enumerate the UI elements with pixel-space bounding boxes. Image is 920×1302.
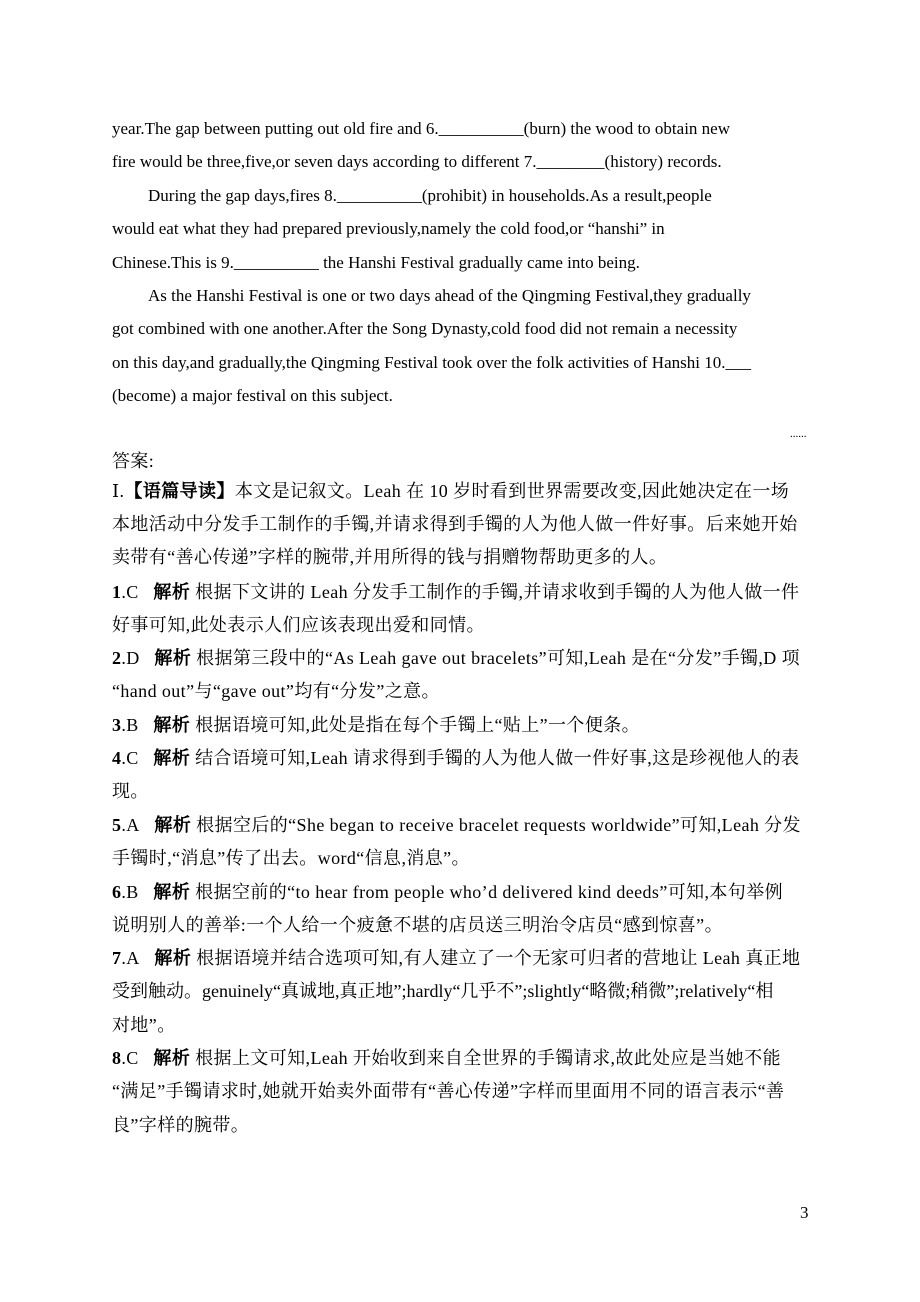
answer-line: 良”字样的腕带。 — [112, 1115, 250, 1135]
item-tag: 解析 — [153, 715, 191, 735]
answer-item-6 — [112, 880, 783, 904]
item-answer: .A — [121, 815, 140, 835]
item-answer: .B — [121, 882, 139, 902]
answer-line: “hand out”与“gave out”均有“分发”之意。 — [112, 681, 440, 701]
answers-label: 答案: — [112, 451, 155, 471]
passage-line: year.The gap between putting out old fire and 6.__________(burn) the wood to obtain new — [112, 119, 730, 138]
item-tag: 解析 — [154, 948, 192, 968]
answer-line: 现。 — [112, 781, 149, 801]
item-text: 根据语境可知,此处是指在每个手镯上“贴上”一个便条。 — [195, 715, 641, 735]
item-text: 根据下文讲的 Leah 分发手工制作的手镯,并请求收到手镯的人为他人做一件 — [195, 582, 800, 602]
item-text: 根据上文可知,Leah 开始收到来自全世界的手镯请求,故此处应是当她不能 — [195, 1048, 782, 1068]
item-number: 4 — [112, 748, 122, 768]
passage-line: got combined with one another.After the Song Dynasty,cold food did not remain a necessity — [112, 319, 738, 338]
passage-line: (become) a major festival on this subject. — [112, 386, 393, 405]
answer-line: 手镯时,“消息”传了出去。word“信息,消息”。 — [112, 848, 470, 868]
answer-item-2 — [112, 646, 800, 670]
item-tag: 解析 — [154, 648, 192, 668]
item-tag: 解析 — [153, 1048, 191, 1068]
item-number: 7 — [112, 948, 122, 968]
answer-item-3 — [112, 713, 640, 737]
item-tag: 解析 — [153, 582, 191, 602]
item-number: 3 — [112, 715, 122, 735]
item-text: 根据第三段中的“As Leah gave out bracelets”可知,Leah 是在“分发”手镯,D 项 — [196, 648, 800, 668]
item-text: 结合语境可知,Leah 请求得到手镯的人为他人做一件好事,这是珍视他人的表 — [195, 748, 800, 768]
item-number: 6 — [112, 882, 122, 902]
item-number: 2 — [112, 648, 122, 668]
passage-line: Chinese.This is 9.__________ the Hanshi Festival gradually came into being. — [112, 253, 640, 272]
intro-title: 【语篇导读】 — [124, 481, 235, 501]
item-number: 5 — [112, 815, 122, 835]
intro-prefix: Ⅰ. — [112, 481, 125, 501]
intro-line — [112, 479, 789, 503]
item-tag: 解析 — [153, 882, 191, 902]
item-answer: .B — [121, 715, 139, 735]
answer-item-4 — [112, 746, 799, 770]
item-answer: .D — [121, 648, 140, 668]
item-answer: .C — [121, 1048, 139, 1068]
intro-text: 本文是记叙文。Leah 在 10 岁时看到世界需要改变,因此她决定在一场 — [234, 481, 790, 501]
separator-dots: ...... — [790, 428, 807, 440]
passage-line: would eat what they had prepared previously,namely the cold food,or “hanshi” in — [112, 219, 665, 238]
passage-line: fire would be three,five,or seven days according to different 7.________(history) records. — [112, 152, 722, 171]
answer-item-1 — [112, 580, 799, 604]
answer-line: “满足”手镯请求时,她就开始卖外面带有“善心传递”字样而里面用不同的语言表示“善 — [112, 1081, 785, 1101]
item-tag: 解析 — [153, 748, 191, 768]
item-number: 8 — [112, 1048, 122, 1068]
page-number: 3 — [800, 1203, 809, 1222]
answer-item-8 — [112, 1046, 781, 1070]
answer-line: 对地”。 — [112, 1015, 176, 1035]
item-answer: .A — [121, 948, 140, 968]
intro-line: 本地活动中分发手工制作的手镯,并请求得到手镯的人为他人做一件好事。后来她开始 — [112, 514, 798, 534]
item-answer: .C — [121, 748, 139, 768]
passage-line: on this day,and gradually,the Qingming Festival took over the folk activities of Hanshi 10.___ — [112, 353, 751, 372]
passage-line: As the Hanshi Festival is one or two days ahead of the Qingming Festival,they gradually — [148, 286, 751, 305]
passage-line: During the gap days,fires 8.__________(prohibit) in households.As a result,people — [148, 186, 712, 205]
item-text: 根据空前的“to hear from people who’d delivered kind deeds”可知,本句举例 — [195, 882, 784, 902]
item-number: 1 — [112, 582, 122, 602]
answer-line: 说明别人的善举:一个人给一个疲惫不堪的店员送三明治令店员“感到惊喜”。 — [112, 915, 723, 935]
item-tag: 解析 — [154, 815, 192, 835]
answer-line: 受到触动。genuinely“真诚地,真正地”;hardly“几乎不”;slightly“略微;稍微”;relatively“相 — [112, 981, 774, 1001]
item-text: 根据语境并结合选项可知,有人建立了一个无家可归者的营地让 Leah 真正地 — [196, 948, 801, 968]
answer-item-5 — [112, 813, 801, 837]
item-text: 根据空后的“She began to receive bracelet requests worldwide”可知,Leah 分发 — [196, 815, 801, 835]
item-answer: .C — [121, 582, 139, 602]
answer-item-7 — [112, 946, 800, 970]
intro-line: 卖带有“善心传递”字样的腕带,并用所得的钱与捐赠物帮助更多的人。 — [112, 547, 668, 567]
answer-line: 好事可知,此处表示人们应该表现出爱和同情。 — [112, 615, 485, 635]
